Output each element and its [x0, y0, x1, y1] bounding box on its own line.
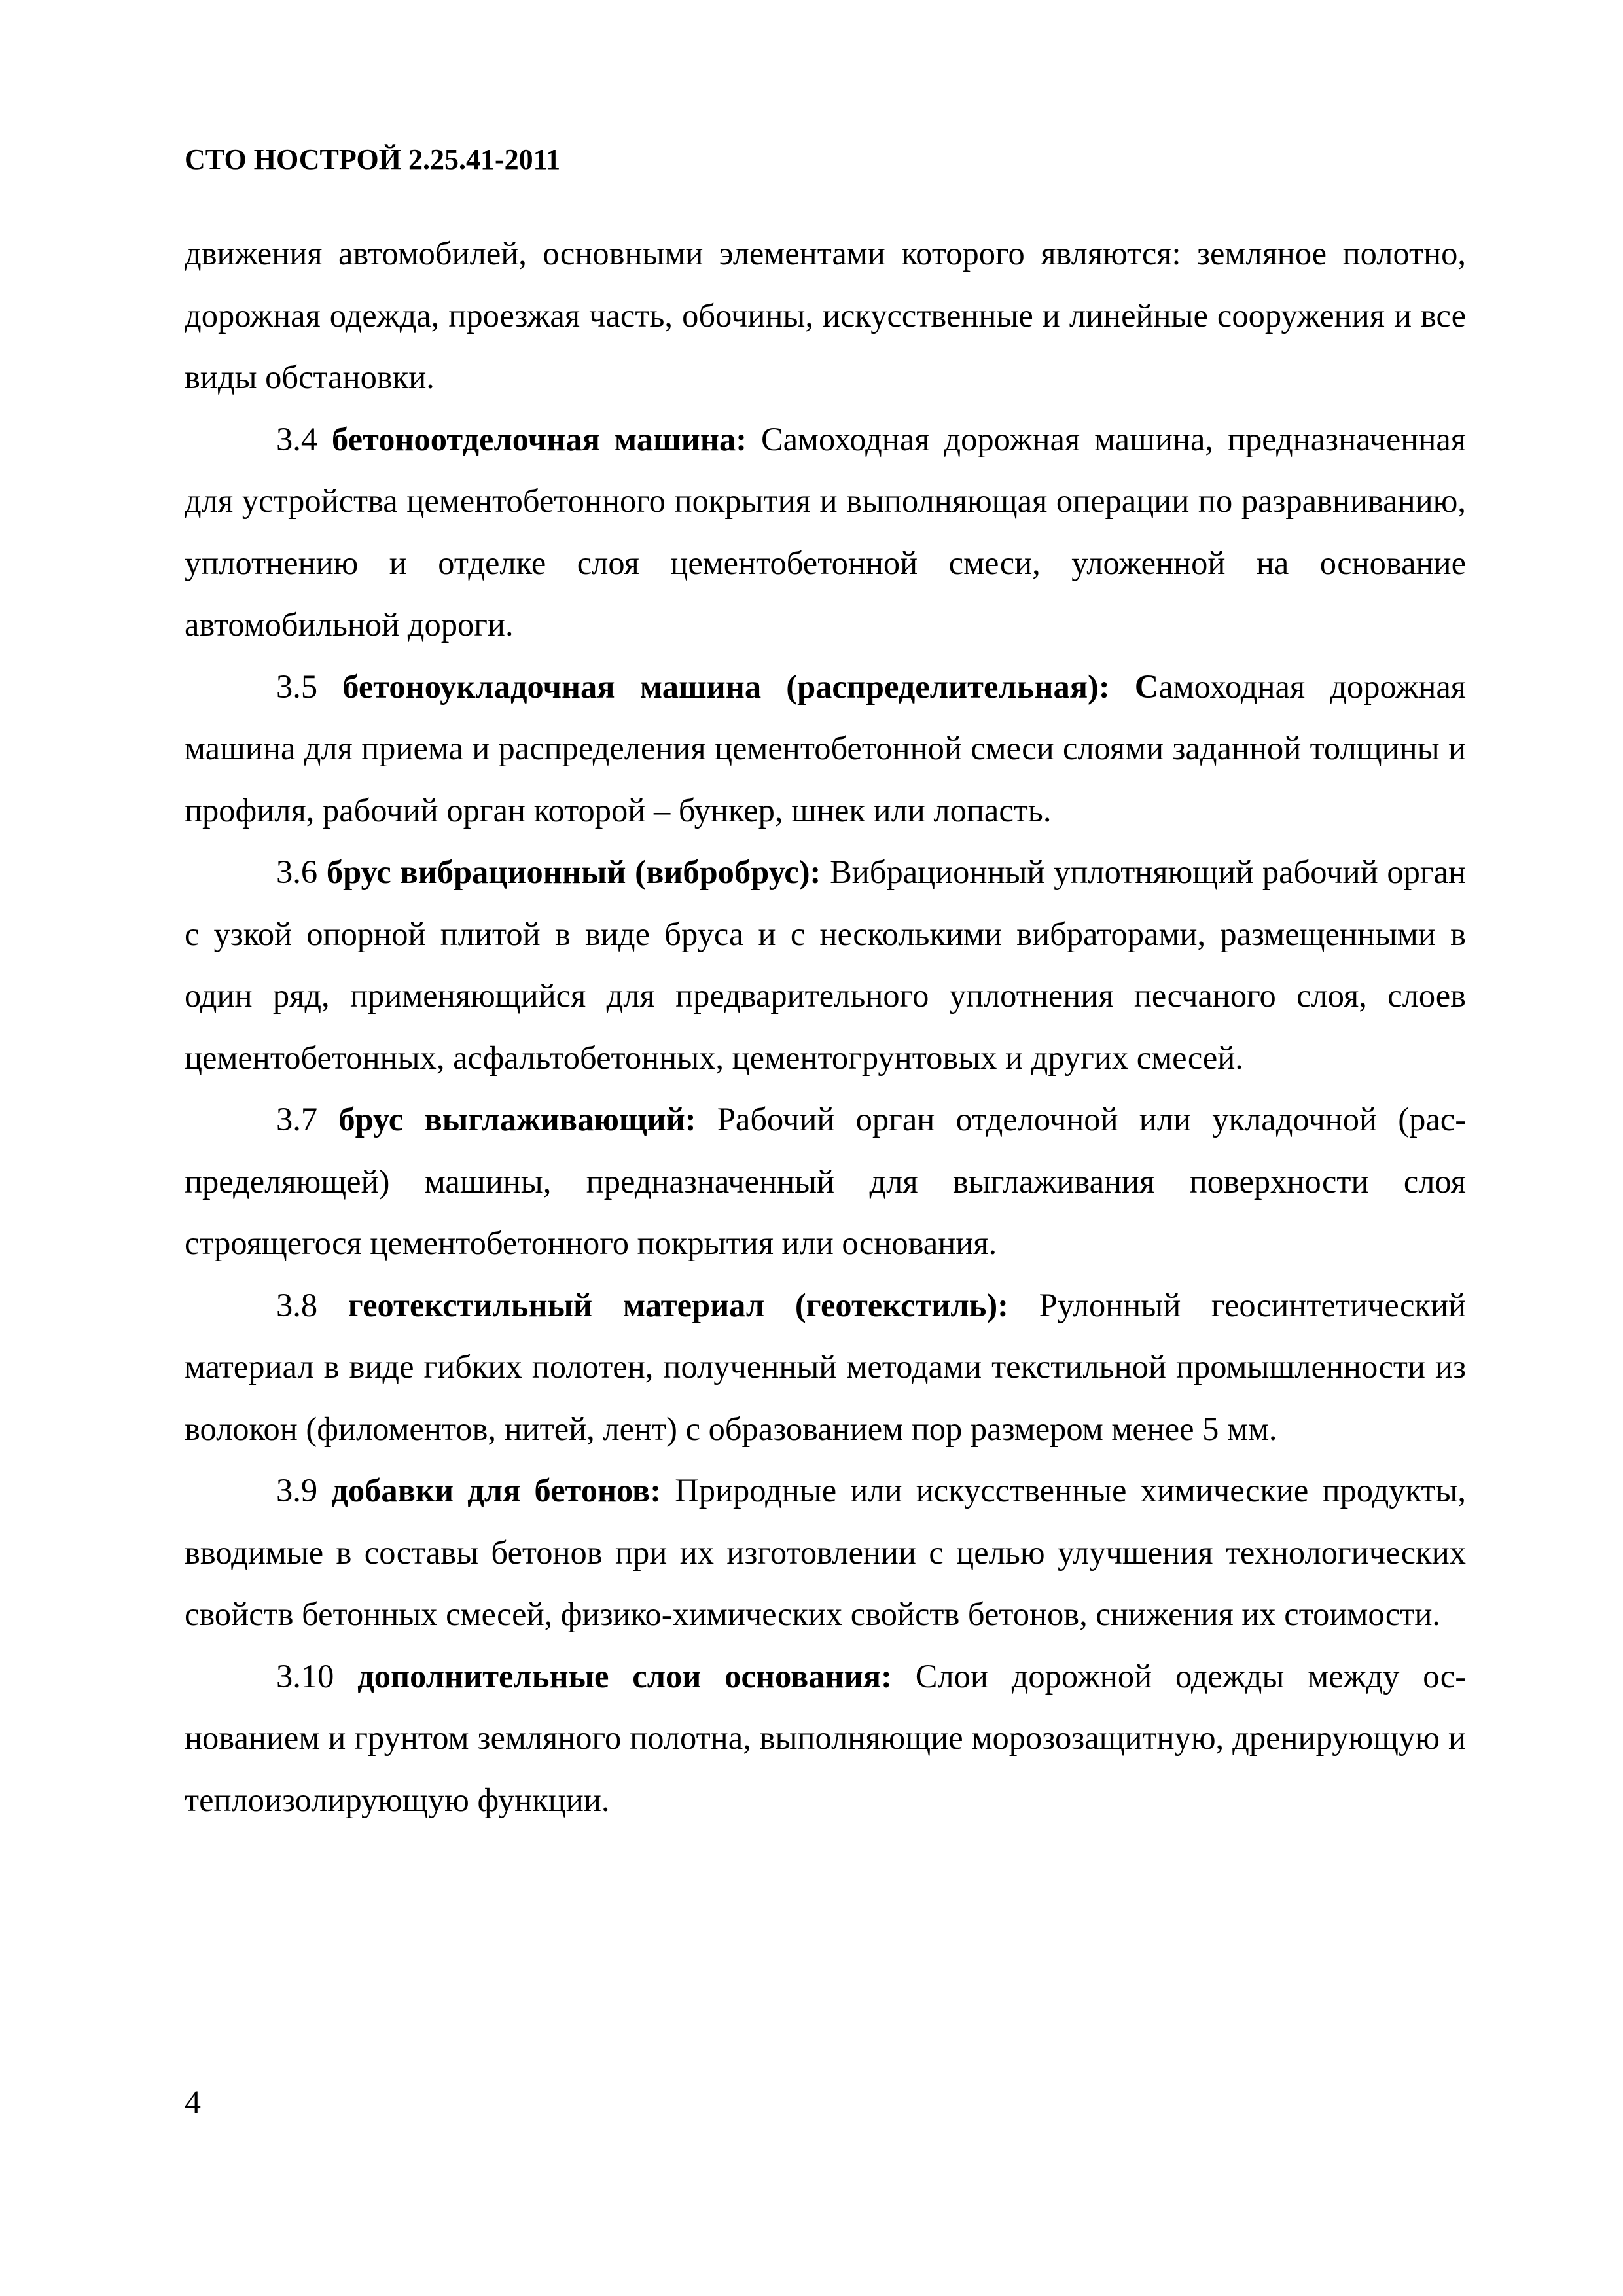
definition-3-10: [185, 1645, 1466, 1831]
definition-3-7: [185, 1088, 1466, 1274]
definition-term: бетоноукладочная машина (распределительная): С: [342, 668, 1159, 705]
definition-number: 3.7: [276, 1101, 318, 1138]
definition-number: 3.4: [276, 420, 318, 457]
document-header: СТО НОСТРОЙ 2.25.41-2011: [185, 143, 561, 175]
paragraph-text: движения автомобилей, основными элементами которого являются: земляное полотно, дорожная одежда, проезжая часть, обочины, искусственные и линейные сооружения и все виды обстановки.: [185, 235, 1466, 395]
definition-3-9: [185, 1460, 1466, 1645]
definition-number: 3.10: [276, 1657, 334, 1695]
definition-3-6: [185, 841, 1466, 1088]
definition-term: брус вибрационный (вибробрус):: [326, 853, 821, 890]
definition-text: Самоходная дорожная машина, предназначенная для устройства цементобетонного покрытия и выполняющая операции по разравниванию, уплотнению и отделке слоя цементобетонной смеси, уложенной на основание автомобильной дороги.: [185, 420, 1467, 643]
definition-text: амоходная дорожная машина для приема и распределения цементобетонной смеси слоями заданной толщины и профиля, рабочий орган которой – бункер, шнек или лопасть.: [185, 668, 1466, 829]
definition-term: брус выглаживающий:: [338, 1101, 696, 1138]
definition-term: добавки для бетонов:: [331, 1472, 662, 1509]
definition-number: 3.6: [276, 853, 318, 890]
definition-term: дополнительные слои основания:: [357, 1657, 892, 1695]
definition-3-4: [185, 408, 1466, 656]
definition-term: бетоноотделочная машина:: [332, 420, 747, 457]
definition-number: 3.8: [276, 1286, 318, 1323]
page-number: 4: [185, 2083, 201, 2120]
definition-number: 3.5: [276, 668, 318, 705]
definition-text: Рулонный геосинтетический материал в виде гибких полотен, полученный методами текстильной промышленности из волокон (филоментов, нитей, лент) с образованием пор размером менее 5 мм.: [185, 1286, 1466, 1447]
definition-text: Рабочий орган отделочной или укладочной (распределяющей) машины, предназначенный для выглаживания поверхности слоя строящегося цементобетонного покрытия или основания.: [185, 1101, 1467, 1261]
definition-text: Слои дорожной одежды между основанием и грунтом земляного полотна, выполняющие морозозащитную, дренирующую и теплоизолирующую функции.: [185, 1657, 1467, 1818]
definition-text: Природные или искусственные химические продукты, вводимые в составы бетонов при их изготовлении с целью улучшения технологических свойств бетонных смесей, физико-химических свойств бетонов, снижения их стоимости.: [185, 1472, 1466, 1632]
definition-text: Вибрационный уплотняющий рабочий орган с узкой опорной плитой в виде бруса и с несколькими вибраторами, размещенными в один ряд, применяющийся для предварительного уплотнения песчаного слоя, слоев цементобетонных, асфальтобетонных, цементогрунтовых и других смесей.: [185, 853, 1467, 1076]
document-body: [185, 223, 1466, 1831]
paragraph-continuation: [185, 223, 1466, 408]
definition-number: 3.9: [276, 1472, 318, 1509]
definition-3-5: [185, 656, 1466, 842]
definition-3-8: [185, 1274, 1466, 1460]
definition-term: геотекстильный материал (геотекстиль):: [348, 1286, 1008, 1323]
